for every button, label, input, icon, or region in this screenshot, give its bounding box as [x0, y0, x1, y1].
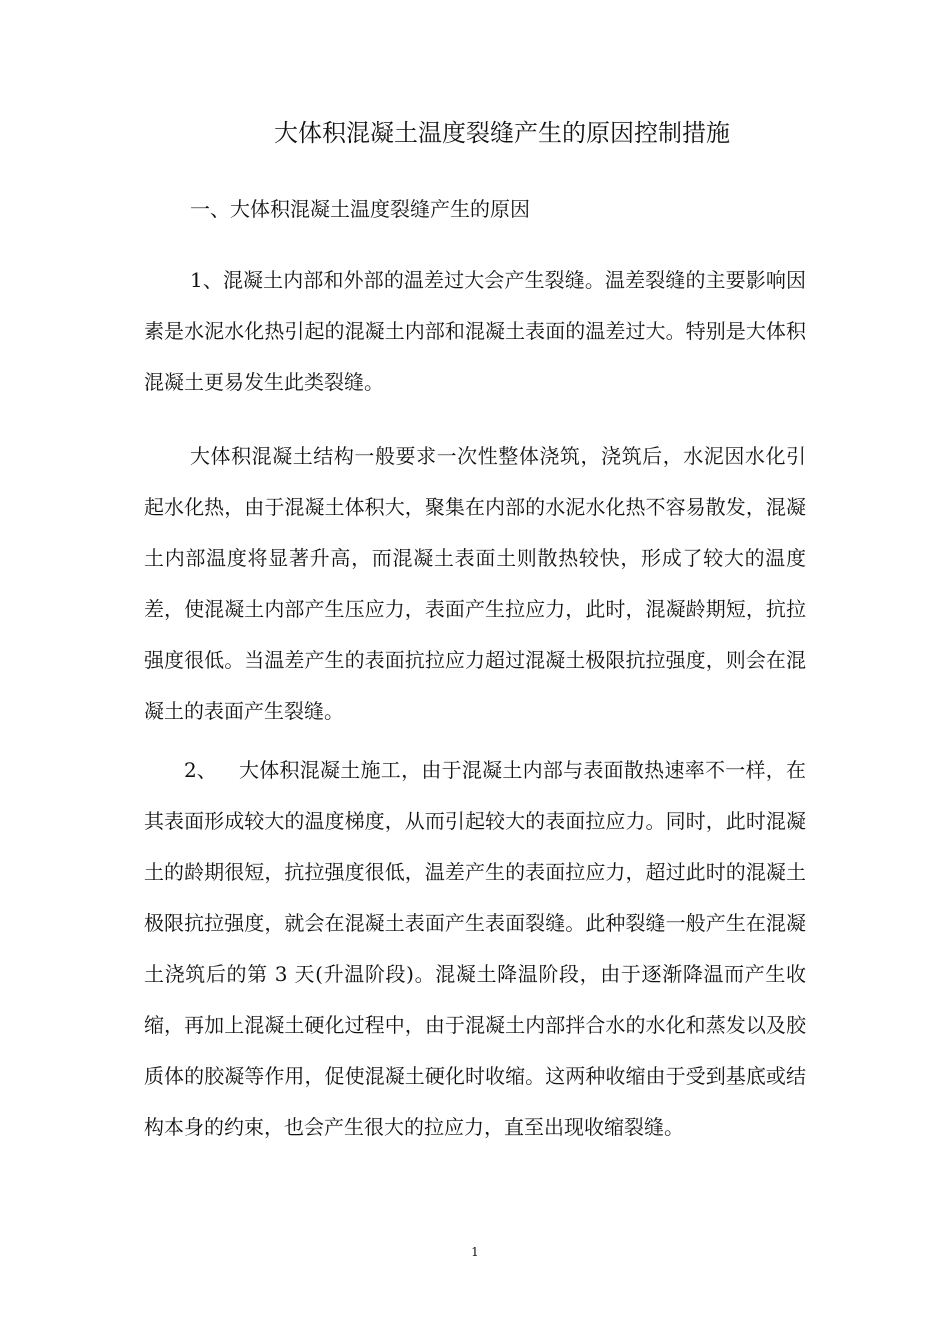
section-heading: 一、大体积混凝土温度裂缝产生的原因 — [190, 197, 530, 221]
paragraph-2: 大体积混凝土结构一般要求一次性整体浇筑，浇筑后，水泥因水化引起水化热，由于混凝土体积大，聚集在内部的水泥水化热不容易散发，混凝土内部温度将显著升高，而混凝土表面土则散热较快，形成了较大的温度差，使混凝土内部产生压应力，表面产生拉应力，此时，混凝龄期短，抗拉强度很低。当温差产生的表面抗拉应力超过混凝土极限抗拉强度，则会在混凝土的表面产生裂缝。 — [144, 444, 806, 723]
paragraph-3-text: 大体积混凝土施工，由于混凝土内部与表面散热速率不一样，在其表面形成较大的温度梯度，从而引起较大的表面拉应力。同时，此时混凝土的龄期很短，抗拉强度很低，温差产生的表面拉应力，超过此时的混凝土极限抗拉强度，就会在混凝土表面产生表面裂缝。此种裂缝一般产生在混凝土浇筑后的第 3 天(升温阶段)。混凝土降温阶段，由于逐渐降温而产生收缩，再加上混凝土硬化过程中，由于混凝土内部拌合水的水化和蒸发以及胶质体的胶凝等作用，促使混凝土硬化时收缩。这两种收缩由于受到基底或结构本身的约束，也会产生很大的拉应力，直至出现收缩裂缝。 — [144, 758, 806, 1139]
paragraph-3 — [144, 745, 806, 1153]
document-title: 大体积混凝土温度裂缝产生的原因控制措施 — [274, 119, 730, 147]
paragraph-1: 1、混凝土内部和外部的温差过大会产生裂缝。温差裂缝的主要影响因素是水泥水化热引起的混凝土内部和混凝土表面的温差过大。特别是大体积混凝土更易发生此类裂缝。 — [144, 268, 806, 394]
paragraph-3-number: 2、 — [184, 758, 217, 782]
page-number: 1 — [471, 1245, 479, 1259]
